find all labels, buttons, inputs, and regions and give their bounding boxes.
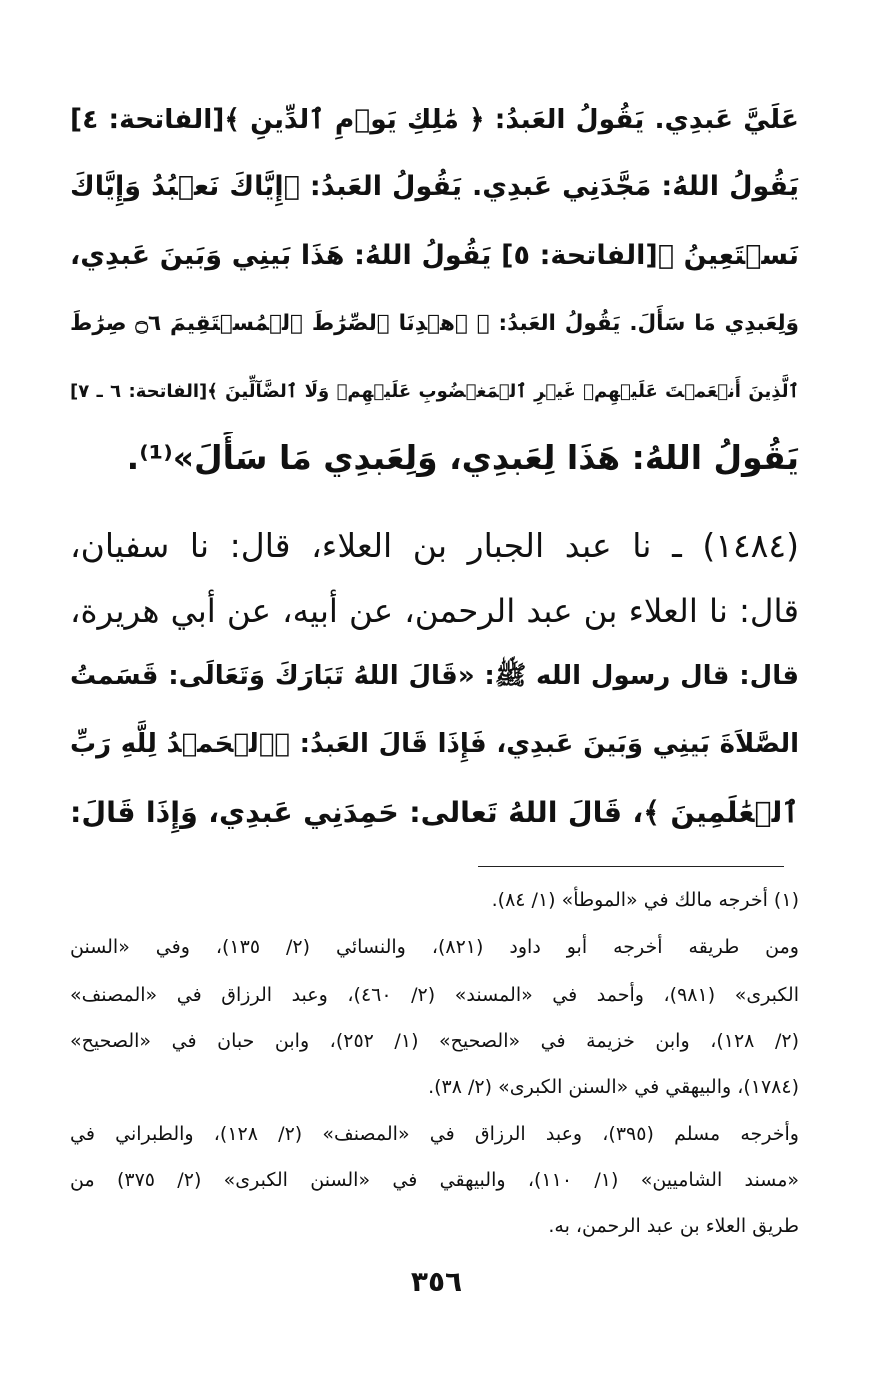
footnote-separator	[478, 866, 784, 867]
footnote-line-2: ومن طريقه أخرجه أبو داود (٨٢١)، والنسائي (٢/ ١٣٥)، وفي «السنن	[70, 936, 799, 958]
footnote-line-4: (٢/ ١٢٨)، وابن خزيمة في «الصحيح» (١/ ٢٥٢)، وابن حبان في «الصحيح»	[70, 1030, 799, 1052]
hadith-line-2: قال: نا العلاء بن عبد الرحمن، عن أبيه، عن أبي هريرة،	[70, 592, 799, 630]
footnote-line-6: وأخرجه مسلم (٣٩٥)، وعبد الرزاق في «المصنف» (٢/ ١٢٨)، والطبراني في	[70, 1123, 799, 1145]
page-number: ٣٥٦	[410, 1265, 463, 1298]
hadith-line-5: ٱلۡعَٰلَمِينَ ﴾، قَالَ اللهُ تَعالى: حَمِدَنِي عَبدِي، وَإِذَا قَالَ:	[70, 796, 799, 829]
body-line-1: عَلَيَّ عَبدِي. يَقُولُ العَبدُ: ﴿ مَٰلِكِ يَوۡمِ ٱلدِّينِ ﴾[الفاتحة: ٤]	[70, 104, 799, 135]
footnote-line-7: «مسند الشاميين» (١/ ١١٠)، والبيهقي في «السنن الكبرى» (٢/ ٣٧٥) من	[70, 1169, 799, 1191]
footnote-line-8: طريق العلاء بن عبد الرحمن، به.	[548, 1215, 799, 1237]
hadith-line-4: الصَّلاَةَ بَينِي وَبَينَ عَبدِي، فَإِذَا قَالَ العَبدُ: ﴿ٱلۡحَمۡدُ لِلَّهِ رَبِّ	[70, 729, 799, 759]
hadith-line-3: قال: قال رسول الله ﷺ: «قَالَ اللهُ تَبَارَكَ وَتَعَالَى: قَسَمتُ	[70, 661, 799, 691]
footnote-line-5: (١٧٨٤)، والبيهقي في «السنن الكبرى» (٢/ ٣٨).	[428, 1076, 799, 1098]
footnote-line-1: (١) أخرجه مالك في «الموطأ» (١/ ٨٤).	[491, 889, 799, 911]
body-line-2: يَقُولُ اللهُ: مَجَّدَنِي عَبدِي. يَقُولُ العَبدُ: ﴿إِيَّاكَ نَعۡبُدُ وَإِيَّاكَ	[70, 171, 799, 202]
body-line-6: يَقُولُ اللهُ: هَذَا لِعَبدِي، وَلِعَبدِي مَا سَأَلَ»⁽¹⁾.	[126, 438, 799, 477]
hadith-line-1: (١٤٨٤) ـ نا عبد الجبار بن العلاء، قال: نا سفيان،	[70, 526, 799, 565]
body-line-4: وَلِعَبدِي مَا سَأَلَ. يَقُولُ العَبدُ: ﴿ ٱهۡدِنَا ٱلصِّرَٰطَ ٱلۡمُسۡتَقِيمَ ۝٦ صِرَٰطَ	[70, 311, 799, 336]
body-line-5: ٱلَّذِينَ أَنۡعَمۡتَ عَلَيۡهِمۡ غَيۡرِ ٱلۡمَغۡضُوبِ عَلَيۡهِمۡ وَلَا ٱلضَّآلِّينَ ﴾[الفاتحة: ٦ ـ ٧]	[70, 381, 799, 402]
body-line-3: نَسۡتَعِينُ ﴾[الفاتحة: ٥] يَقُولُ اللهُ: هَذَا بَينِي وَبَينَ عَبدِي،	[70, 240, 799, 271]
footnote-line-3: الكبرى» (٩٨١)، وأحمد في «المسند» (٢/ ٤٦٠)، وعبد الرزاق في «المصنف»	[70, 984, 799, 1006]
